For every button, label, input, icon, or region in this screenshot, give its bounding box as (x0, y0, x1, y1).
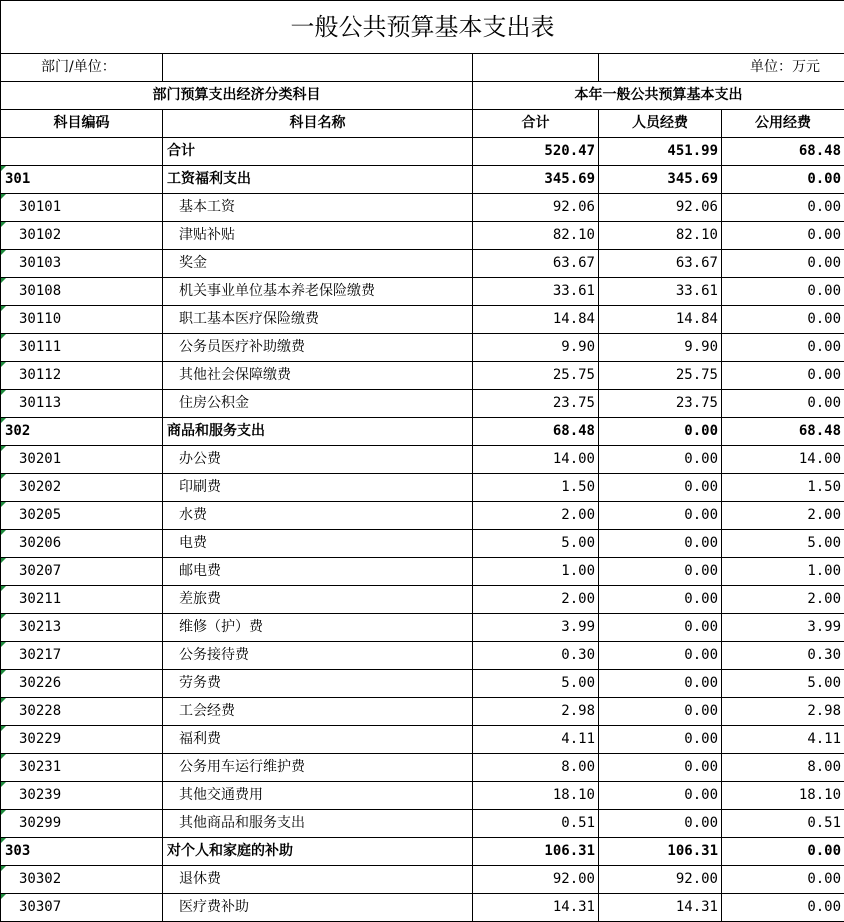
row-public: 0.00 (722, 390, 844, 418)
row-code: 302 (1, 418, 163, 446)
row-personnel: 0.00 (599, 810, 722, 838)
table-row (1, 418, 844, 446)
meta-row (1, 54, 844, 82)
table-row (1, 166, 844, 194)
row-personnel: 33.61 (599, 278, 722, 306)
row-public: 0.00 (722, 278, 844, 306)
total-row (1, 138, 844, 166)
table-row (1, 502, 844, 530)
col-header-public: 公用经费 (722, 110, 844, 138)
row-name: 其他商品和服务支出 (163, 810, 473, 838)
row-total: 8.00 (473, 754, 599, 782)
row-code: 30108 (1, 278, 163, 306)
row-total: 14.84 (473, 306, 599, 334)
table-row (1, 334, 844, 362)
row-name: 福利费 (163, 726, 473, 754)
row-public: 0.30 (722, 642, 844, 670)
row-personnel: 82.10 (599, 222, 722, 250)
row-total: 33.61 (473, 278, 599, 306)
row-name: 住房公积金 (163, 390, 473, 418)
row-public: 0.00 (722, 166, 844, 194)
row-total: 25.75 (473, 362, 599, 390)
table-row (1, 782, 844, 810)
row-name: 公务员医疗补助缴费 (163, 334, 473, 362)
row-personnel: 0.00 (599, 726, 722, 754)
col-header-total: 合计 (473, 110, 599, 138)
table-row (1, 474, 844, 502)
row-personnel: 92.06 (599, 194, 722, 222)
row-public: 1.00 (722, 558, 844, 586)
group-header-expenditure: 本年一般公共预算基本支出 (473, 82, 844, 110)
row-total: 1.00 (473, 558, 599, 586)
row-total: 0.30 (473, 642, 599, 670)
table-row (1, 530, 844, 558)
col-header-personnel: 人员经费 (599, 110, 722, 138)
row-total: 2.00 (473, 502, 599, 530)
row-public: 5.00 (722, 670, 844, 698)
row-code: 30307 (1, 894, 163, 922)
row-name: 医疗费补助 (163, 894, 473, 922)
row-name: 对个人和家庭的补助 (163, 838, 473, 866)
row-code: 30239 (1, 782, 163, 810)
row-code: 30112 (1, 362, 163, 390)
row-public: 68.48 (722, 418, 844, 446)
table-row (1, 250, 844, 278)
table-row (1, 754, 844, 782)
row-name: 差旅费 (163, 586, 473, 614)
row-personnel: 0.00 (599, 446, 722, 474)
row-public: 2.98 (722, 698, 844, 726)
row-personnel: 0.00 (599, 698, 722, 726)
row-public: 4.11 (722, 726, 844, 754)
row-name: 职工基本医疗保险缴费 (163, 306, 473, 334)
row-total: 92.06 (473, 194, 599, 222)
row-total: 23.75 (473, 390, 599, 418)
table-row (1, 726, 844, 754)
row-code: 30211 (1, 586, 163, 614)
col-header-name: 科目名称 (163, 110, 473, 138)
row-public: 0.00 (722, 894, 844, 922)
dept-unit-label: 部门/单位： (1, 54, 163, 82)
title-row (1, 1, 844, 54)
row-name: 商品和服务支出 (163, 418, 473, 446)
table-title: 一般公共预算基本支出表 (1, 1, 844, 54)
table-row (1, 838, 844, 866)
row-name: 印刷费 (163, 474, 473, 502)
table-row (1, 642, 844, 670)
row-code: 30302 (1, 866, 163, 894)
row-name: 其他交通费用 (163, 782, 473, 810)
row-name: 其他社会保障缴费 (163, 362, 473, 390)
total-public: 68.48 (722, 138, 844, 166)
row-public: 5.00 (722, 530, 844, 558)
table-row (1, 362, 844, 390)
column-header-row (1, 110, 844, 138)
row-name: 维修（护）费 (163, 614, 473, 642)
row-name: 机关事业单位基本养老保险缴费 (163, 278, 473, 306)
row-code: 30103 (1, 250, 163, 278)
row-personnel: 23.75 (599, 390, 722, 418)
meta-blank-1 (473, 54, 599, 82)
row-public: 2.00 (722, 502, 844, 530)
row-public: 1.50 (722, 474, 844, 502)
table-row (1, 194, 844, 222)
row-total: 106.31 (473, 838, 599, 866)
row-personnel: 92.00 (599, 866, 722, 894)
row-personnel: 345.69 (599, 166, 722, 194)
row-code: 30299 (1, 810, 163, 838)
row-public: 2.00 (722, 586, 844, 614)
group-header-classification: 部门预算支出经济分类科目 (1, 82, 473, 110)
row-personnel: 25.75 (599, 362, 722, 390)
row-public: 0.00 (722, 334, 844, 362)
row-code: 303 (1, 838, 163, 866)
row-personnel: 0.00 (599, 558, 722, 586)
table-row (1, 306, 844, 334)
total-personnel: 451.99 (599, 138, 722, 166)
row-total: 18.10 (473, 782, 599, 810)
row-personnel: 0.00 (599, 474, 722, 502)
row-code: 30111 (1, 334, 163, 362)
row-total: 14.00 (473, 446, 599, 474)
row-name: 退休费 (163, 866, 473, 894)
row-total: 4.11 (473, 726, 599, 754)
total-name: 合计 (163, 138, 473, 166)
table-row (1, 894, 844, 922)
row-public: 0.00 (722, 838, 844, 866)
row-name: 水费 (163, 502, 473, 530)
row-public: 3.99 (722, 614, 844, 642)
row-total: 1.50 (473, 474, 599, 502)
row-total: 5.00 (473, 530, 599, 558)
table-row (1, 670, 844, 698)
row-code: 30228 (1, 698, 163, 726)
row-code: 30213 (1, 614, 163, 642)
row-total: 9.90 (473, 334, 599, 362)
row-total: 5.00 (473, 670, 599, 698)
row-code: 30217 (1, 642, 163, 670)
row-code: 30110 (1, 306, 163, 334)
row-name: 邮电费 (163, 558, 473, 586)
row-name: 奖金 (163, 250, 473, 278)
row-public: 0.00 (722, 250, 844, 278)
dept-unit-value (163, 54, 473, 82)
row-total: 92.00 (473, 866, 599, 894)
row-name: 公务用车运行维护费 (163, 754, 473, 782)
row-public: 8.00 (722, 754, 844, 782)
row-public: 0.00 (722, 306, 844, 334)
row-personnel: 0.00 (599, 614, 722, 642)
row-personnel: 0.00 (599, 502, 722, 530)
table-row (1, 698, 844, 726)
row-public: 14.00 (722, 446, 844, 474)
table-row (1, 390, 844, 418)
row-total: 14.31 (473, 894, 599, 922)
row-personnel: 106.31 (599, 838, 722, 866)
table-row (1, 810, 844, 838)
row-personnel: 0.00 (599, 586, 722, 614)
col-header-code: 科目编码 (1, 110, 163, 138)
row-public: 0.00 (722, 194, 844, 222)
row-total: 345.69 (473, 166, 599, 194)
row-personnel: 0.00 (599, 530, 722, 558)
row-total: 63.67 (473, 250, 599, 278)
table-row (1, 614, 844, 642)
row-public: 0.00 (722, 362, 844, 390)
row-code: 30231 (1, 754, 163, 782)
row-personnel: 14.31 (599, 894, 722, 922)
table-row (1, 278, 844, 306)
row-personnel: 0.00 (599, 418, 722, 446)
row-total: 0.51 (473, 810, 599, 838)
table-row (1, 558, 844, 586)
row-total: 3.99 (473, 614, 599, 642)
row-code: 30229 (1, 726, 163, 754)
row-personnel: 9.90 (599, 334, 722, 362)
row-name: 基本工资 (163, 194, 473, 222)
row-code: 30102 (1, 222, 163, 250)
row-code: 30113 (1, 390, 163, 418)
table-row (1, 866, 844, 894)
row-personnel: 63.67 (599, 250, 722, 278)
table-row (1, 446, 844, 474)
row-public: 0.51 (722, 810, 844, 838)
row-public: 0.00 (722, 222, 844, 250)
row-personnel: 14.84 (599, 306, 722, 334)
row-code: 30101 (1, 194, 163, 222)
table-row (1, 222, 844, 250)
row-name: 工资福利支出 (163, 166, 473, 194)
row-name: 劳务费 (163, 670, 473, 698)
row-personnel: 0.00 (599, 754, 722, 782)
row-code: 30201 (1, 446, 163, 474)
row-name: 公务接待费 (163, 642, 473, 670)
row-personnel: 0.00 (599, 782, 722, 810)
total-code (1, 138, 163, 166)
row-total: 82.10 (473, 222, 599, 250)
row-code: 30202 (1, 474, 163, 502)
row-name: 工会经费 (163, 698, 473, 726)
row-code: 301 (1, 166, 163, 194)
row-personnel: 0.00 (599, 642, 722, 670)
unit-label: 单位：万元 (599, 54, 844, 82)
row-name: 电费 (163, 530, 473, 558)
row-code: 30206 (1, 530, 163, 558)
row-code: 30205 (1, 502, 163, 530)
table-row (1, 586, 844, 614)
row-public: 18.10 (722, 782, 844, 810)
row-total: 68.48 (473, 418, 599, 446)
row-personnel: 0.00 (599, 670, 722, 698)
total-total: 520.47 (473, 138, 599, 166)
row-code: 30226 (1, 670, 163, 698)
row-name: 办公费 (163, 446, 473, 474)
row-name: 津贴补贴 (163, 222, 473, 250)
row-total: 2.98 (473, 698, 599, 726)
row-total: 2.00 (473, 586, 599, 614)
row-code: 30207 (1, 558, 163, 586)
row-public: 0.00 (722, 866, 844, 894)
group-header-row (1, 82, 844, 110)
